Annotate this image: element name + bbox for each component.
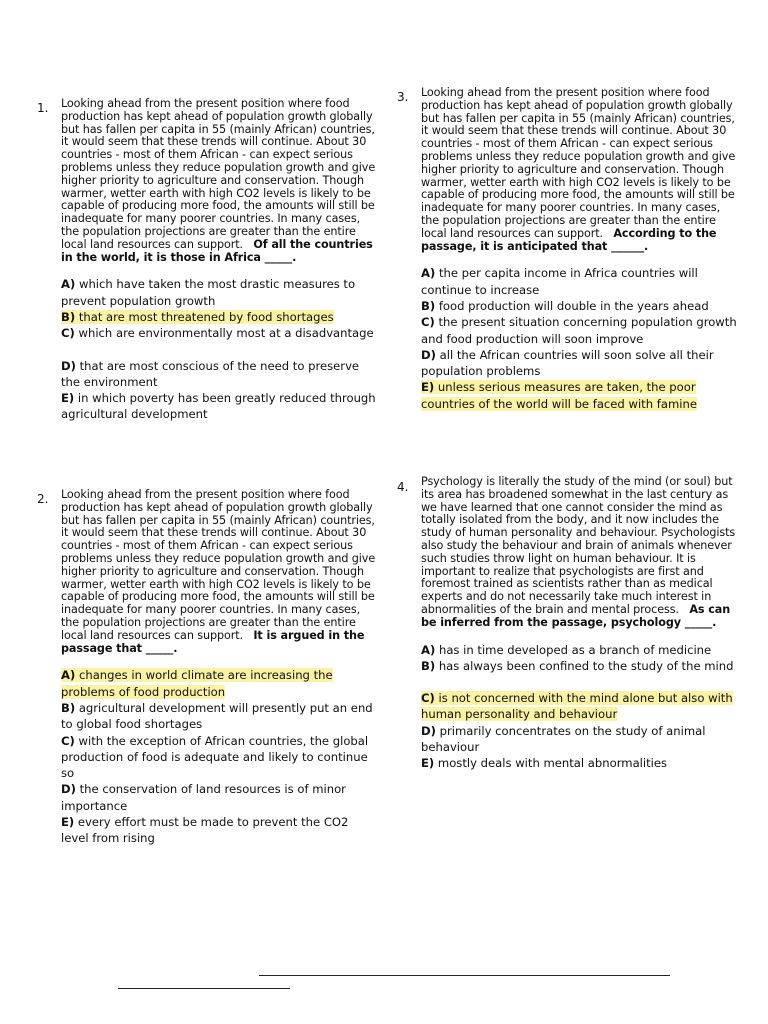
question-1-passage (61, 98, 379, 264)
question-4-option-e[interactable]: E) mostly deals with mental abnormalities (421, 756, 668, 771)
question-1-option-e[interactable]: E) in which poverty has been greatly reduced through agricultural development (61, 391, 376, 422)
question-3-option-b[interactable]: B) food production will double in the years ahead (421, 298, 709, 313)
question-3-passage (421, 87, 739, 253)
footer-rule-short (118, 988, 290, 989)
question-3-stem: According to the passage, it is anticipated that ______. (421, 226, 717, 253)
question-4-stem: As can be inferred from the passage, psychology _____. (421, 602, 731, 629)
question-4-options (421, 642, 739, 772)
question-2-option-b[interactable]: B) agricultural development will presently put an end to global food shortages (61, 700, 373, 732)
question-2-option-e[interactable]: E) every effort must be made to prevent the CO2 level from rising (61, 815, 349, 846)
question-1-option-b[interactable]: B) that are most threatened by food shortages (61, 309, 334, 324)
question-1 (61, 98, 379, 423)
question-2-options (61, 667, 379, 846)
question-3-number: 3. (397, 90, 409, 104)
question-3-passage-text: Looking ahead from the present position where food production has kept ahead of population growth globally but has fallen per capita in 55 (mainly African) countries, it would seem that these trends will continue. About 30 countries - most of them African - can expect serious problems unless they reduce population growth and give higher priority to agriculture and conservation. Though warmer, wetter earth with high CO2 levels is likely to be capable of producing more food, the amounts will still be inadequate for many poorer countries. In many cases, the population projections are greater than the entire local land resources can support. (421, 86, 736, 240)
question-3-option-e[interactable]: E) unless serious measures are taken, the poor countries of the world will be faced with famine (421, 380, 697, 411)
question-1-option-a[interactable]: A) which have taken the most drastic measures to prevent population growth (61, 277, 356, 308)
question-2-stem: It is argued in the passage that _____. (61, 628, 365, 655)
question-4-passage (421, 476, 739, 630)
question-2-passage (61, 489, 379, 655)
question-4-number: 4. (397, 480, 409, 494)
question-2 (61, 489, 379, 847)
question-1-number: 1. (37, 101, 49, 115)
question-1-stem: Of all the countries in the world, it is those in Africa _____. (61, 237, 373, 264)
question-3-options (421, 265, 739, 412)
question-4-option-d[interactable]: D) primarily concentrates on the study of animal behaviour (421, 723, 706, 755)
question-1-option-d[interactable]: D) that are most conscious of the need to preserve the environment (61, 358, 360, 389)
question-3-option-d[interactable]: D) all the African countries will soon solve all their population problems (421, 347, 714, 379)
question-1-options (61, 276, 379, 422)
question-2-option-c[interactable]: C) with the exception of African countries, the global production of food is adequate and likely to continue so (61, 733, 369, 781)
question-2-option-d[interactable]: D) the conservation of land resources is of minor importance (61, 782, 346, 813)
question-3 (421, 87, 739, 412)
question-1-passage-text: Looking ahead from the present position where food production has kept ahead of population growth globally but has fallen per capita in 55 (mainly African) countries, it would seem that these trends will continue. About 30 countries - most of them African - can expect serious problems unless they reduce population growth and give higher priority to agriculture and conservation. Though warmer, wetter earth with high CO2 levels is likely to be capable of producing more food, the amounts will still be inadequate for many poorer countries. In many cases, the population projections are greater than the entire local land resources can support. (61, 97, 376, 251)
question-2-number: 2. (37, 492, 49, 506)
question-1-option-c[interactable]: C) which are environmentally most at a disadvantage (61, 326, 374, 341)
footer-rule-long (259, 975, 670, 976)
question-3-option-a[interactable]: A) the per capita income in Africa countries will continue to increase (421, 266, 698, 297)
question-4-option-a[interactable]: A) has in time developed as a branch of medicine (421, 642, 712, 657)
question-4 (421, 476, 739, 772)
question-3-option-c[interactable]: C) the present situation concerning population growth and food production will soon improve (421, 315, 737, 346)
question-4-option-b[interactable]: B) has always been confined to the study of the mind (421, 658, 734, 673)
question-2-option-a[interactable]: A) changes in world climate are increasing the problems of food production (61, 668, 333, 699)
question-2-passage-text: Looking ahead from the present position where food production has kept ahead of population growth globally but has fallen per capita in 55 (mainly African) countries, it would seem that these trends will continue. About 30 countries - most of them African - can expect serious problems unless they reduce population growth and give higher priority to agriculture and conservation. Though warmer, wetter earth with high CO2 levels is likely to be capable of producing more food, the amounts will still be inadequate for many poorer countries. In many cases, the population projections are greater than the entire local land resources can support. (61, 488, 376, 642)
question-4-passage-text: Psychology is literally the study of the mind (or soul) but its area has broadened somewhat in the last century as we have learned that one cannot consider the mind as totally isolated from the body, and it now includes the study of human personality and behaviour. Psychologists also study the behaviour and brain of animals whenever such studies throw light on human behaviour. It is important to realize that psychologists are first and foremost trained as scientists rather than as medical experts and do not necessarily take much interest in abnormalities of the brain and mental process. (421, 475, 736, 616)
question-4-option-c[interactable]: C) is not concerned with the mind alone but also with human personality and behaviour (421, 691, 733, 722)
